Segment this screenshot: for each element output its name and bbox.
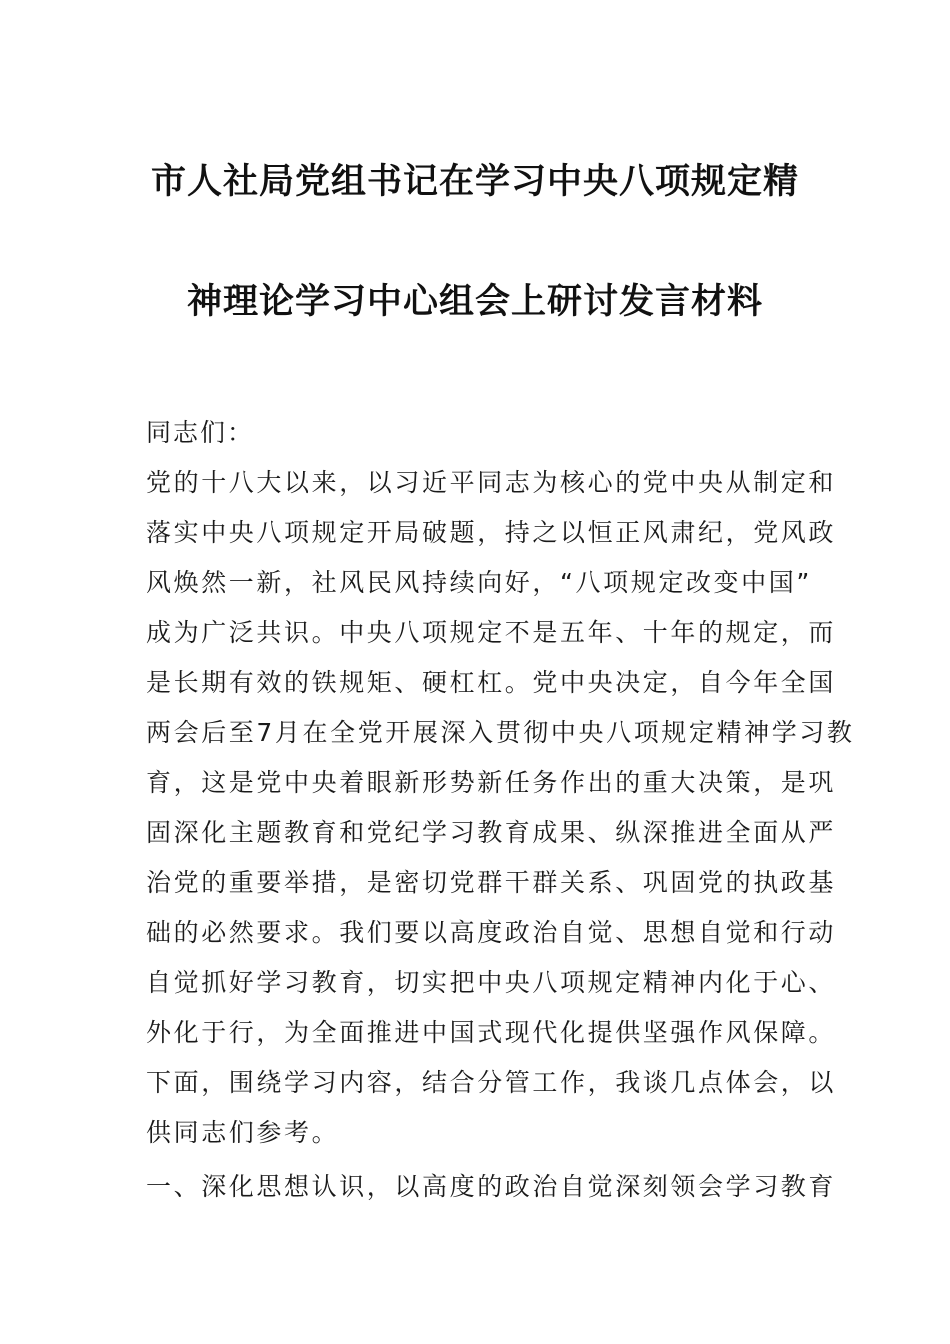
document-title-line-2: 神理论学习中心组会上研讨发言材料	[186, 282, 763, 322]
paragraph-line: 固深化主题教育和党纪学习教育成果、纵深推进全面从严	[146, 818, 837, 847]
paragraph-line: 党的十八大以来，以习近平同志为核心的党中央从制定和	[146, 468, 837, 497]
paragraph-line: 育，这是党中央着眼新形势新任务作出的重大决策，是巩	[146, 768, 837, 797]
paragraph-line: 是长期有效的铁规矩、硬杠杠。党中央决定，自今年全国	[146, 668, 837, 697]
paragraph-line: 下面，围绕学习内容，结合分管工作，我谈几点体会，以	[146, 1068, 837, 1097]
salutation: 同志们：	[146, 418, 255, 447]
paragraph-line: 外化于行，为全面推进中国式现代化提供坚强作风保障。	[146, 1018, 837, 1047]
section-heading-1: 一、深化思想认识，以高度的政治自觉深刻领会学习教育	[146, 1172, 837, 1201]
paragraph-line: 础的必然要求。我们要以高度政治自觉、思想自觉和行动	[146, 918, 837, 947]
document-body	[146, 408, 855, 1212]
paragraph-line: 供同志们参考。	[146, 1118, 340, 1147]
paragraph-line: 成为广泛共识。中央八项规定不是五年、十年的规定，而	[146, 618, 837, 647]
opening-paragraph	[146, 458, 855, 1158]
paragraph-line: 风焕然一新，社风民风持续向好，“八项规定改变中国”	[146, 568, 812, 597]
paragraph-line: 落实中央八项规定开局破题，持之以恒正风肃纪，党风政	[146, 518, 837, 547]
document-title-line-1: 市人社局党组书记在学习中央八项规定精	[150, 162, 799, 202]
paragraph-line: 治党的重要举措，是密切党群干群关系、巩固党的执政基	[146, 868, 837, 897]
paragraph-line: 自觉抓好学习教育，切实把中央八项规定精神内化于心、	[146, 968, 837, 997]
paragraph-line: 两会后至7月在全党开展深入贯彻中央八项规定精神学习教	[146, 718, 855, 747]
